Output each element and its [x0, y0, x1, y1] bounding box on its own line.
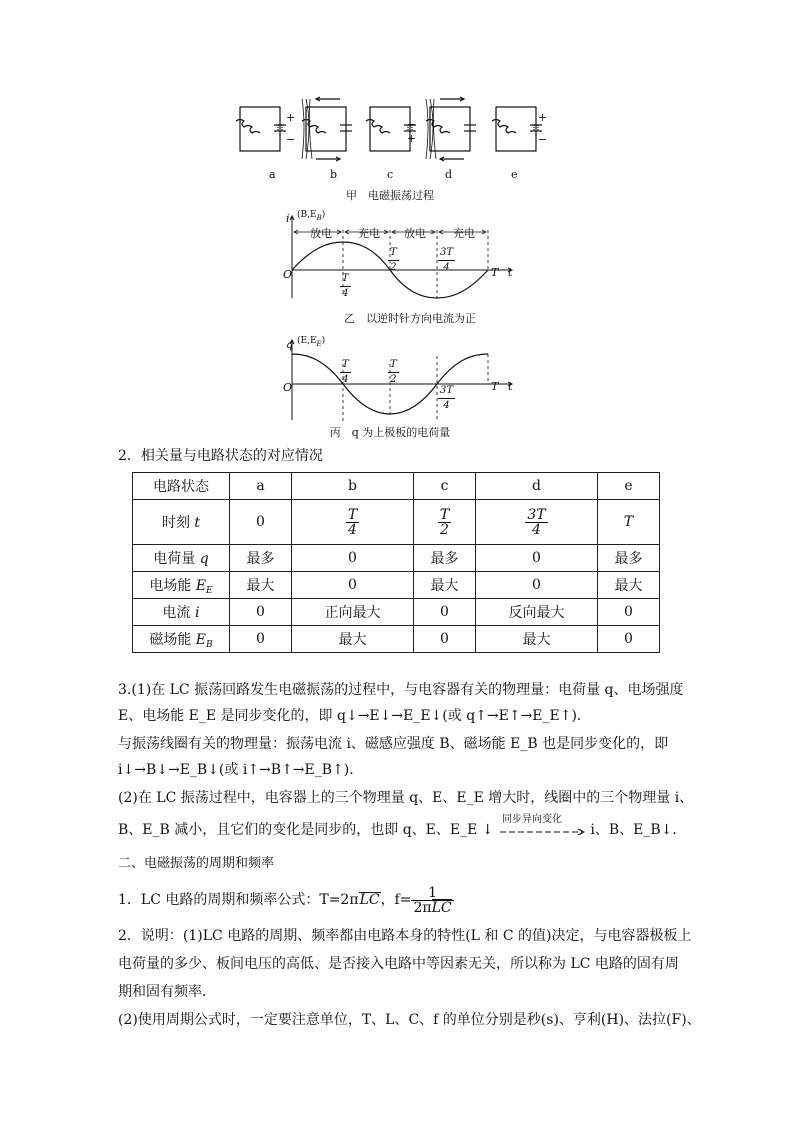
sqrt-lc-period: LC — [359, 892, 380, 908]
plus-sign-e: + — [538, 111, 548, 124]
label-d: d — [445, 168, 453, 181]
table-cell: 0 — [230, 599, 292, 626]
label-e: e — [511, 168, 518, 181]
row-label-charge: 电荷量 q — [133, 545, 230, 572]
figure-a-caption: 甲 电磁振荡过程 — [346, 189, 434, 202]
table-cell: 0 — [230, 626, 292, 653]
para-5-line-2: 电荷量的多少、板间电压的高低、是否接入电路中等因素无关，所以称为 LC 电路的固有周 — [118, 956, 679, 972]
charge-tick-half: $\frac{T}{2}$ — [390, 359, 397, 385]
table-cell: 0 — [413, 626, 475, 653]
table-header-cell: d — [476, 473, 598, 500]
seg-charge-2: 充电 — [453, 227, 475, 240]
time-e: T — [597, 500, 659, 545]
table-row-magnetic-energy — [133, 626, 660, 653]
charge-graph — [280, 336, 520, 426]
table-cell: 反向最大 — [476, 599, 598, 626]
table-cell: 最大 — [292, 626, 414, 653]
current-tick-half: $\frac{T}{2}$ — [390, 247, 397, 273]
para-3-line-2: E、电场能 E_E 是同步变化的，即 q↓→E↓→E_E↓(或 q↑→E↑→E_E↑)． — [118, 708, 591, 724]
table-cell: 最大 — [476, 626, 598, 653]
table-row-electric-energy — [133, 572, 660, 599]
label-c: c — [387, 168, 394, 181]
section-2-title: 2．相关量与电路状态的对应情况 — [118, 448, 323, 464]
time-c: $\frac{T}{2}$ — [413, 500, 475, 545]
charge-origin: O — [283, 381, 293, 394]
charge-t-axis: t — [508, 380, 513, 393]
figure-c-caption: 丙 q 为上极板的电荷量 — [329, 426, 451, 439]
current-tick-three-quarter: $\frac{3T}{4}$ — [440, 247, 454, 273]
table-cell: 0 — [413, 599, 475, 626]
para-3-line-4: i↓→B↓→E_B↓(或 i↑→B↑→E_B↑)． — [118, 762, 364, 778]
table-cell: 最大 — [230, 572, 292, 599]
current-t-axis: t — [508, 266, 513, 279]
current-tick-full: T — [491, 266, 499, 279]
current-origin: O — [283, 268, 293, 281]
para-3-line-3: 与振荡线圈有关的物理量：振荡电流 i、磁感应强度 B、磁场能 E_B 也是同步变化的，即 — [118, 736, 669, 752]
charge-y-sub: $(E,E_E)$ — [297, 336, 326, 348]
arrow-right-icon — [498, 829, 586, 835]
circuit-b — [302, 97, 352, 161]
seg-charge-1: 充电 — [358, 227, 380, 240]
seg-discharge-2: 放电 — [404, 227, 426, 240]
lc-circuits-figure — [230, 95, 560, 175]
table-cell: 最大 — [597, 572, 659, 599]
row-label-current: 电流 i — [133, 599, 230, 626]
current-tick-quarter: $\frac{T}{4}$ — [342, 273, 349, 299]
seg-discharge-1: 放电 — [310, 227, 332, 240]
table-cell: 0 — [597, 599, 659, 626]
row-label-magnetic-energy: 磁场能 $E_B$ — [133, 626, 230, 653]
formula-prefix: 1．LC 电路的周期和频率公式：T=2π — [118, 892, 359, 908]
para-3-line-6-left: B、E_B 减小，且它们的变化是同步的，也即 q、E、E_E ↓ — [118, 822, 494, 838]
circuit-e — [492, 107, 542, 151]
circuit-d — [426, 97, 476, 161]
time-d: $\frac{3T}{4}$ — [476, 500, 598, 545]
state-table — [132, 472, 660, 653]
figure-b-caption: 乙 以逆时针方向电流为正 — [344, 312, 476, 325]
time-a: 0 — [230, 500, 292, 545]
para-3-line-6 — [118, 814, 687, 840]
table-cell: 最多 — [597, 545, 659, 572]
table-header-cell: c — [413, 473, 475, 500]
row-label-electric-energy: 电场能 $E_E$ — [133, 572, 230, 599]
sync-arrow — [498, 814, 586, 840]
para-6: (2)使用周期公式时，一定要注意单位，T、L、C、f 的单位分别是秒(s)、亨利(H)、法拉(F)、 — [118, 1012, 701, 1028]
table-row-charge — [133, 545, 660, 572]
frequency-fraction: $\frac{1}{\text{2πLC}}$ — [413, 884, 452, 916]
table-cell: 正向最大 — [292, 599, 414, 626]
table-header-cell: 电路状态 — [133, 473, 230, 500]
para-3-line-5: (2)在 LC 振荡过程中，电容器上的三个物理量 q、E、E_E 增大时，线圈中的三个物理量 i、 — [118, 790, 694, 806]
row-label-time: 时刻 t — [133, 500, 230, 545]
minus-sign-c: − — [407, 118, 417, 131]
current-y-label: i — [286, 212, 290, 225]
sync-arrow-label: 同步异向变化 — [501, 814, 562, 825]
charge-tick-quarter: $\frac{T}{4}$ — [342, 359, 349, 385]
charge-tick-full: T — [491, 380, 499, 393]
charge-tick-three-quarter: $\frac{3T}{4}$ — [440, 385, 454, 411]
time-b: $\frac{T}{4}$ — [292, 500, 414, 545]
charge-y-label: q — [286, 338, 294, 351]
formula-line — [118, 882, 454, 918]
minus-sign-e: − — [538, 133, 548, 146]
table-header-cell: b — [292, 473, 414, 500]
plus-sign-c: + — [407, 132, 417, 145]
minus-sign-a: − — [286, 133, 296, 146]
table-cell: 最大 — [413, 572, 475, 599]
section-two-title: 二、电磁振荡的周期和频率 — [118, 856, 275, 871]
table-cell: 0 — [476, 545, 598, 572]
table-cell: 最多 — [413, 545, 475, 572]
table-header-row — [133, 473, 660, 500]
table-cell: 0 — [292, 545, 414, 572]
table-cell: 0 — [597, 626, 659, 653]
table-header-cell: a — [230, 473, 292, 500]
table-cell: 0 — [292, 572, 414, 599]
plus-sign-a: + — [286, 111, 296, 124]
para-5-line-3: 期和固有频率． — [118, 984, 216, 1000]
para-3-line-1: 3.(1)在 LC 振荡回路发生电磁振荡的过程中，与电容器有关的物理量：电荷量 q、电场强度 — [118, 682, 684, 698]
formula-mid: ，f= — [380, 892, 412, 908]
circuit-a — [236, 107, 286, 151]
para-5-line-1: 2．说明：(1)LC 电路的周期、频率都由电路本身的特性(L 和 C 的值)决定，与电容器极板上 — [118, 928, 692, 944]
table-cell: 最多 — [230, 545, 292, 572]
current-y-sub: $(B,E_B)$ — [297, 210, 326, 222]
table-header-cell: e — [597, 473, 659, 500]
table-cell: 0 — [476, 572, 598, 599]
table-row-time — [133, 500, 660, 545]
label-b: b — [330, 168, 338, 181]
para-3-line-6-right: i、B、E_B↓． — [590, 822, 687, 838]
label-a: a — [269, 168, 276, 181]
table-row-current — [133, 599, 660, 626]
